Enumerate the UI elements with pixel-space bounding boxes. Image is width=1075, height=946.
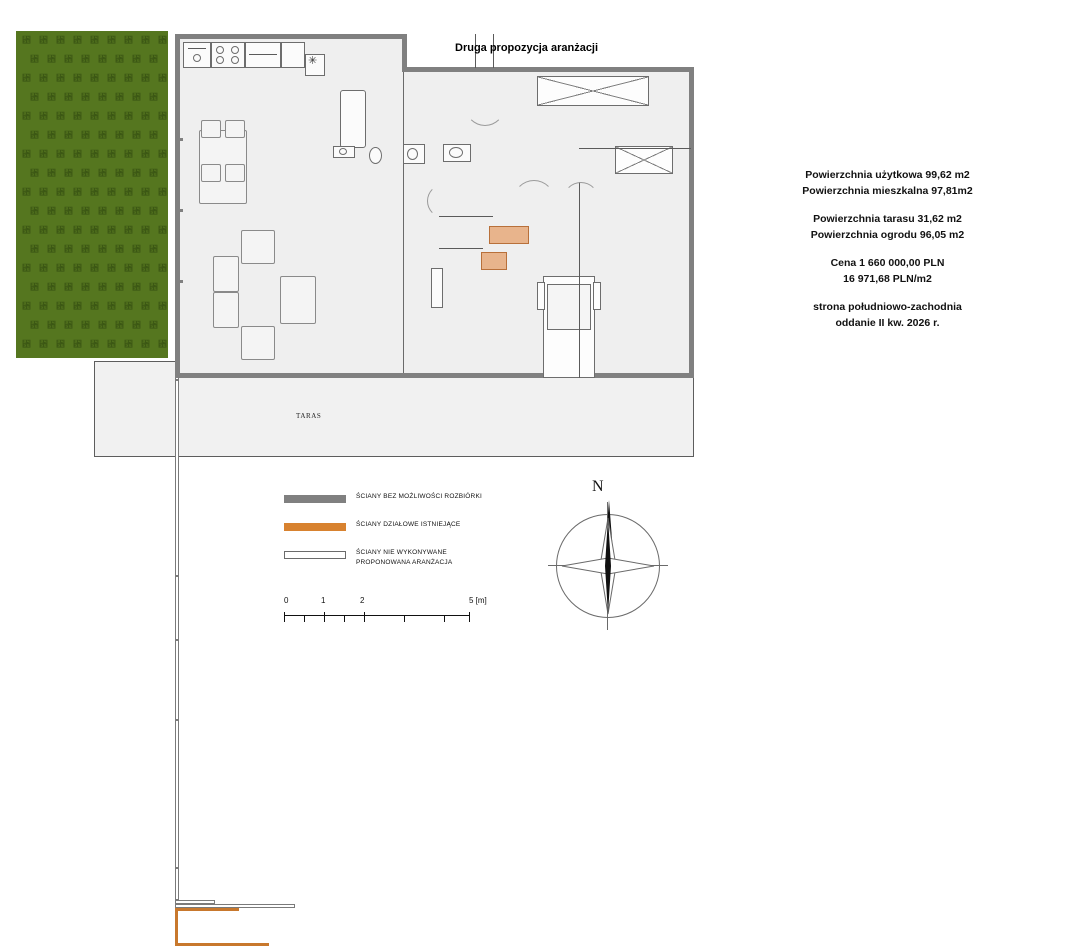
wall-stub-left-3 (175, 280, 183, 283)
door-arc-hall (427, 184, 461, 218)
legend-label-existing-partition: ŚCIANY DZIAŁOWE ISTNIEJĄCE (356, 521, 461, 528)
legend-row (284, 548, 534, 576)
wall-stub-left-2 (175, 209, 183, 212)
wc-washbasin (449, 147, 463, 158)
legend-swatch-existing-partition (284, 523, 346, 531)
info-group-outdoor (780, 212, 995, 243)
hob-burner-4 (231, 56, 239, 64)
kitchen-sink-bowl (193, 54, 201, 62)
desk-orange-bottom (481, 252, 507, 270)
sofa-part-2 (213, 292, 239, 328)
wall-exterior-top-right (402, 67, 694, 72)
legend-label-structural-wall: ŚCIANY BEZ MOŻLIWOŚCI ROZBIÓRKI (356, 493, 482, 500)
legend-label-proposed-line-2: PROPONOWANA ARANŻACJA (356, 559, 453, 566)
wc-bowl (407, 148, 418, 160)
coffee-table (280, 276, 316, 324)
property-info-panel (780, 168, 995, 331)
armchair-2 (241, 326, 275, 360)
info-usable-area: Powierzchnia użytkowa 99,62 m2 (805, 169, 970, 181)
snowflake-icon: ✳ (308, 55, 318, 67)
terrace-label: TARAS (296, 412, 322, 420)
scale-tick-2: 2 (360, 596, 365, 605)
info-group-other (780, 300, 995, 331)
scale-tick-mark-5 (469, 612, 470, 622)
hob-burner-1 (216, 46, 224, 54)
partition-room-divider (175, 868, 179, 900)
scale-tick-mark-2 (364, 612, 365, 622)
compass-north-label: N (592, 478, 604, 495)
dishwasher-line (249, 54, 277, 55)
info-price-per-m2: 16 971,68 PLN/m2 (843, 272, 932, 285)
dining-chair-4 (225, 164, 245, 182)
hob-burner-2 (231, 46, 239, 54)
dining-chair-2 (225, 120, 245, 138)
partition-existing-orange-1 (175, 908, 239, 911)
scale-tick-1: 1 (321, 596, 326, 605)
scale-axis (284, 615, 470, 616)
wardrobe-room1 (537, 76, 649, 106)
desk-orange-top (489, 226, 529, 244)
info-group-price (780, 256, 995, 287)
info-terrace-area: Powierzchnia tarasu 31,62 m2 (813, 213, 962, 225)
partition-room2-left (175, 720, 179, 868)
hob-burner-3 (216, 56, 224, 64)
apartment-plan (175, 34, 694, 378)
page-title: Druga propozycja aranżacji (455, 42, 599, 54)
bed-pillow-area (547, 284, 591, 330)
legend-label-proposed-wall (356, 548, 452, 568)
scale-tick-mark-0 (284, 612, 285, 622)
hall-cabinet (431, 268, 443, 308)
kitchen-counter (281, 42, 305, 68)
door-arc-room1 (513, 180, 555, 222)
info-price-total: Cena 1 660 000,00 PLN (830, 257, 945, 269)
info-garden-area: Powierzchnia ogrodu 96,05 m2 (810, 228, 965, 241)
scale-ruler (284, 612, 470, 626)
desk-guide-2 (439, 248, 483, 249)
room-threshold-line (579, 148, 691, 149)
scale-tick-mark-1 (324, 612, 325, 622)
scale-bar (284, 596, 504, 608)
scale-tick-mark-4 (444, 615, 445, 622)
door-arc-room2 (563, 182, 599, 218)
door-arc-entry (465, 86, 505, 126)
kitchen-sink-line (188, 48, 206, 49)
legend-row (284, 520, 534, 548)
toilet-bathroom (369, 147, 382, 164)
partition-hall-left (175, 380, 179, 576)
sofa-part-1 (213, 256, 239, 292)
wardrobe-room2 (615, 146, 673, 174)
partition-existing-orange-2 (175, 911, 178, 943)
info-orientation: strona południowo-zachodnia (813, 301, 962, 313)
wall-exterior-bottom-left (175, 373, 407, 378)
garden-area: ␵ ␵ ␵ ␵ ␵ ␵ ␵ ␵ ␵ ␵ ␵ ␵ ␵ ␵ ␵ ␵ ␵ ␵ ␵ ␵ ␵ ␵ ␵ ␵ ␵ ␵ ␵ ␵ ␵ ␵ ␵ ␵ ␵ ␵ ␵ ␵ ␵ ␵ ␵ ␵ ␵ ␵ ␵ ␵ ␵ ␵ ␵ ␵ ␵ ␵ ␵ ␵ ␵ ␵ ␵ ␵ ␵ ␵ ␵ ␵ ␵ ␵ ␵ ␵ ␵ ␵ ␵ ␵ ␵ ␵ ␵ ␵ ␵ ␵ ␵ ␵ ␵ ␵ ␵ ␵ ␵ ␵ ␵ ␵ ␵ ␵ ␵ ␵ ␵ ␵ ␵ ␵ ␵ ␵ ␵ ␵ ␵ ␵ ␵ ␵ ␵ ␵ ␵ ␵ ␵ ␵ ␵ ␵ ␵ ␵ ␵ ␵ ␵ ␵ ␵ ␵ ␵ ␵ ␵ ␵ ␵ ␵ ␵ ␵ ␵ ␵ ␵ ␵ ␵ ␵ ␵ ␵ ␵ ␵ ␵ ␵ ␵ ␵ ␵ ␵ ␵ ␵ ␵ ␵ ␵ (16, 31, 168, 358)
bathtub (340, 90, 366, 148)
scale-tick-0: 0 (284, 596, 289, 605)
legend-swatch-structural-wall (284, 495, 346, 503)
info-group-areas (780, 168, 995, 199)
wall-exterior-right (689, 67, 694, 378)
wall-stub-left-1 (175, 138, 183, 141)
legend-row (284, 492, 534, 520)
legend-label-proposed-line-1: ŚCIANY NIE WYKONYWANE (356, 549, 447, 556)
dining-chair-1 (201, 120, 221, 138)
scale-end-label: 5 [m] (469, 596, 487, 605)
armchair-1 (241, 230, 275, 264)
nightstand-right (593, 282, 601, 310)
kitchen-hob (211, 42, 245, 68)
compass (548, 478, 668, 623)
scale-tick-mark-3 (404, 615, 405, 622)
kitchen-dishwasher (245, 42, 281, 68)
wall-exterior-top-left (175, 34, 407, 39)
info-completion-date: oddanie II kw. 2026 r. (835, 316, 940, 329)
scale-tick-mark-1-5 (344, 615, 345, 622)
legend-swatch-proposed-wall (284, 551, 346, 559)
partition-room1-left-lower (175, 640, 179, 720)
scale-tick-mark-half (304, 615, 305, 622)
legend (284, 492, 534, 576)
wall-exterior-left (175, 34, 180, 378)
dining-chair-3 (201, 164, 221, 182)
compass-rose (548, 478, 668, 623)
floor-slab-living (175, 34, 407, 378)
washbasin (339, 148, 347, 155)
partition-room1-left (175, 576, 179, 640)
nightstand-left (537, 282, 545, 310)
info-living-area: Powierzchnia mieszkalna 97,81m2 (802, 184, 973, 197)
